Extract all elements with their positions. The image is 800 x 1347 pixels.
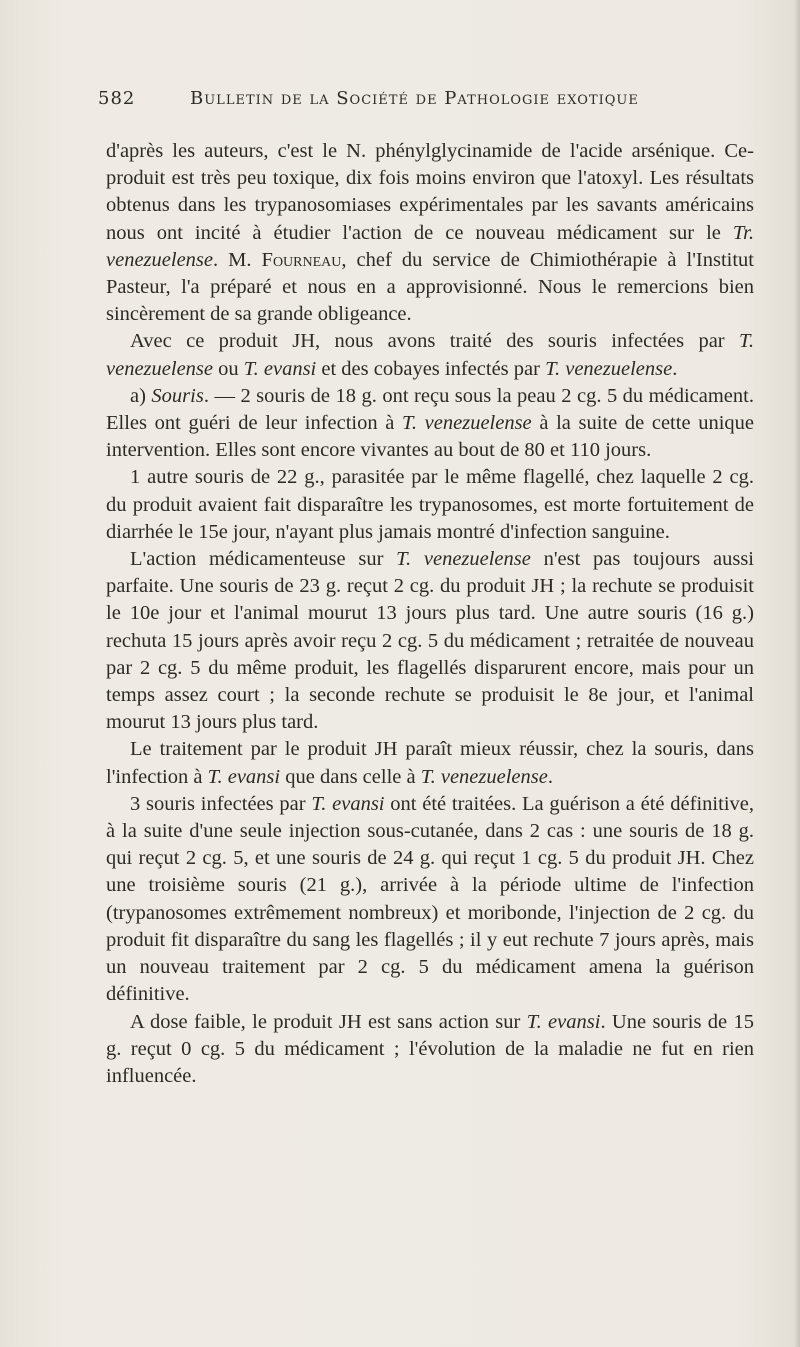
paragraph-4: 1 autre souris de 22 g., parasitée par le même flagellé, chez laquelle 2 cg. du produit avaient fait disparaître les trypanosomes, est morte fortuitement de diarrhée le 15e jour, n'ayant plus jamais montré d'infection sanguine. bbox=[106, 466, 754, 543]
page-number: 582 bbox=[98, 88, 136, 109]
paragraph-2: Avec ce produit JH, nous avons traité des souris infectées par T. venezuelense ou T. evansi et des cobayes infectés par T. venezuelense. bbox=[106, 330, 754, 380]
running-title: Bulletin de la Société de Pathologie exotique bbox=[190, 88, 639, 109]
page-edge-shadow bbox=[794, 0, 800, 1347]
paragraph-3: a) Souris. — 2 souris de 18 g. ont reçu sous la peau 2 cg. 5 du médicament. Elles ont guéri de leur infection à T. venezuelense à la suite de cette unique intervention. Elles sont encore vivantes au bout de 80 et 110 jours. bbox=[106, 384, 754, 462]
author-name: Fourneau bbox=[261, 248, 342, 271]
article-body bbox=[106, 138, 754, 1090]
paragraph-1: d'après les auteurs, c'est le N. phénylglycinamide de l'acide arsénique. Ce-produit est très peu toxique, dix fois moins environ que l'atoxyl. Les résultats obtenus dans les trypanosomiases expérimentales par les savants américains nous ont incité à étudier l'action de ce nouveau médicament sur le Tr. venezuelense. M. Fourneau, chef du service de Chimiothérapie à l'Institut Pasteur, l'a préparé et nous en a approvisionné. Nous le remercions bien sincèrement de sa grande obligeance. bbox=[106, 140, 754, 326]
paragraph-7: 3 souris infectées par T. evansi ont été traitées. La guérison a été définitive, à la suite d'une seule injection sous-cutanée, dans 2 cas : une souris de 18 g. qui reçut 2 cg. 5, et une souris de 24 g. qui reçut 1 cg. 5 du produit JH. Chez une troisième souris (21 g.), arrivée à la période ultime de l'infection (trypanosomes extrêmement nombreux) et moribonde, l'injection de 2 cg. du produit fit disparaître du sang les flagellés ; il y eut rechute 7 jours après, mais un nouveau traitement par 2 cg. 5 du médicament amena la guérison définitive. bbox=[106, 792, 754, 1006]
paragraph-8: A dose faible, le produit JH est sans action sur T. evansi. Une souris de 15 g. reçut 0 cg. 5 du médicament ; l'évolution de la maladie ne fut en rien influencée. bbox=[106, 1010, 754, 1087]
paragraph-6: Le traitement par le produit JH paraît mieux réussir, chez la souris, dans l'infection à T. evansi que dans celle à T. venezuelense. bbox=[106, 738, 754, 788]
paragraph-5: L'action médicamenteuse sur T. venezuelense n'est pas toujours aussi parfaite. Une souris de 23 g. reçut 2 cg. du produit JH ; la rechute se produisit le 10e jour et l'animal mourut 13 jours plus tard. Une autre souris (16 g.) rechuta 15 jours après avoir reçu 2 cg. 5 du médicament ; retraitée de nouveau par 2 cg. 5 du même produit, les flagellés disparurent encore, mais pour un temps assez court ; la seconde rechute se produisit le 8e jour, et l'animal mourut 13 jours plus tard. bbox=[106, 548, 755, 734]
section-heading-souris: Souris bbox=[151, 384, 204, 407]
